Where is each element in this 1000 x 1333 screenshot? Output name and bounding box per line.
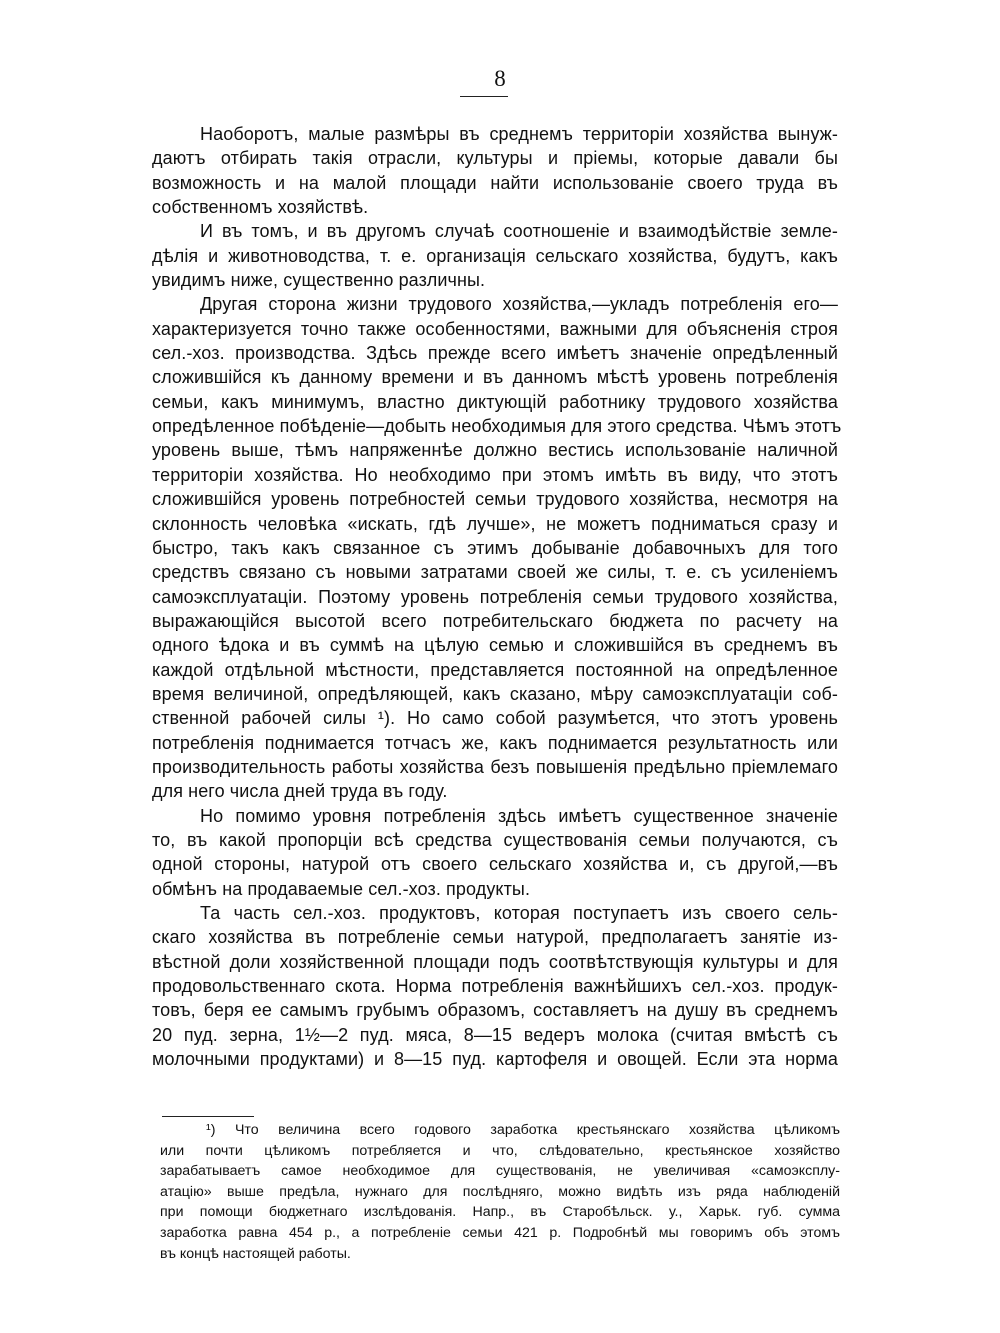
text-line: Другая сторона жизни трудового хозяйства,—укладъ потребленія его— bbox=[200, 294, 838, 315]
text-line: Наоборотъ, малые размѣры въ среднемъ территоріи хозяйства вынуж- bbox=[200, 124, 838, 144]
text-line: опредѣленное побѣденіе—добыть необходимыя для этого средства. Чѣмъ этотъ bbox=[152, 416, 842, 437]
text-line: собственномъ хозяйствѣ. bbox=[152, 197, 369, 218]
body-text bbox=[152, 122, 842, 1071]
footnote-line: ¹) Что величина всего годового заработка крестьянскаго хозяйства цѣликомъ bbox=[206, 1122, 840, 1138]
footnote-line: при помощи бюджетнаго изслѣдованія. Напр., въ Старобѣльск. у., Харьк. губ. сумма bbox=[160, 1204, 840, 1221]
text-line: скаго хозяйства въ потребленіе семьи натурой, предполагаетъ занятіе из- bbox=[152, 927, 838, 948]
text-line: уровень выше, тѣмъ напряженнѣе должно вестись использованіе наличной bbox=[152, 440, 838, 461]
text-line: увидимъ ниже, существенно различны. bbox=[152, 270, 486, 291]
text-line: дѣлія и животноводства, т. е. организація сельскаго хозяйства, будутъ, какъ bbox=[152, 245, 838, 266]
text-line: 20 пуд. зерна, 1½—2 пуд. мяса, 8—15 ведеръ молока (считая вмѣстѣ съ bbox=[152, 1024, 838, 1045]
text-line: самоэксплуатаціи. Поэтому уровень потребленія семьи трудового хозяйства, bbox=[152, 586, 838, 607]
text-line: сложившійся къ данному времени и въ данномъ мѣстѣ уровень потребленія bbox=[152, 367, 838, 388]
paragraph bbox=[152, 122, 838, 219]
footnote-rule bbox=[162, 1116, 254, 1117]
text-line: Та часть сел.-хоз. продуктовъ, которая поступаетъ изъ своего сель- bbox=[200, 903, 838, 923]
text-line: то, въ какой пропорціи всѣ средства существованія семьи получаются, съ bbox=[152, 829, 838, 850]
text-line: время величиной, опредѣляющей, какъ сказано, мѣру самоэксплуатаціи соб- bbox=[152, 683, 838, 704]
text-line: сложившійся уровень потребностей семьи трудового хозяйства, несмотря на bbox=[152, 489, 838, 510]
text-line: территоріи хозяйства. Но необходимо при этомъ имѣть въ виду, что этотъ bbox=[152, 464, 838, 485]
text-line: одной стороны, натурой отъ своего сельскаго хозяйства и, съ другой,—въ bbox=[152, 854, 838, 875]
paragraph bbox=[152, 804, 838, 901]
text-line: потребленія поднимается тотчасъ же, какъ поднимается результатность или bbox=[152, 732, 838, 753]
text-line: обмѣнъ на продаваемые сел.-хоз. продукты. bbox=[152, 878, 531, 899]
text-line: возможность и на малой площади найти использованіе своего труда въ bbox=[152, 172, 838, 193]
text-line: каждой отдѣльной мѣстности, представляется постоянной на опредѣленное bbox=[152, 659, 838, 680]
page-number-rule bbox=[460, 96, 508, 97]
text-line: Но помимо уровня потребленія здѣсь имѣетъ существенное значеніе bbox=[200, 805, 838, 826]
footnote bbox=[160, 1120, 840, 1264]
paragraph bbox=[152, 901, 838, 1071]
text-line: быстро, такъ какъ связанное съ этимъ добываніе добавочныхъ для того bbox=[152, 537, 838, 558]
text-line: характеризуется точно также особенностями, важными для объясненія строя bbox=[152, 318, 838, 339]
page-number: 8 bbox=[494, 66, 506, 91]
text-line: производительность работы хозяйства безъ повышенія предѣльно пріемлемаго bbox=[152, 756, 838, 777]
text-line: для него числа дней труда въ году. bbox=[152, 781, 448, 802]
paragraph bbox=[152, 292, 842, 803]
text-line: сел.-хоз. производства. Здѣсь прежде всего имѣетъ значеніе опредѣленный bbox=[152, 343, 838, 364]
text-line: И въ томъ, и въ другомъ случаѣ соотношеніе и взаимодѣйствіе земле- bbox=[200, 221, 838, 242]
paragraph bbox=[152, 219, 838, 292]
text-line: продовольственнаго скота. Норма потребленія важнѣйшихъ сел.-хоз. продук- bbox=[152, 976, 838, 997]
text-line: семьи, какъ минимумъ, властно диктующій работнику трудового хозяйства bbox=[152, 391, 838, 412]
text-line: молочными продуктами) и 8—15 пуд. картофеля и овощей. Если эта норма bbox=[152, 1049, 838, 1070]
footnote-line: или почти цѣликомъ потребляется и что, слѣдовательно, крестьянское хозяйство bbox=[160, 1142, 840, 1159]
text-line: склонность человѣка «искать, гдѣ лучше», не можетъ подниматься сразу и bbox=[152, 513, 838, 534]
text-line: товъ, беря ее самымъ грубымъ образомъ, составляетъ на душу въ среднемъ bbox=[152, 1000, 838, 1021]
text-line: одного ѣдока и въ суммѣ на цѣлую семью и сложившійся въ среднемъ въ bbox=[152, 635, 838, 656]
footnote-line: зарабатываетъ самое необходимое для существованія, не увеличивая «самоэксплу- bbox=[160, 1163, 840, 1180]
text-line: ственной рабочей силы ¹). Но само собой разумѣется, что этотъ уровень bbox=[152, 708, 838, 729]
footnote-line: въ концѣ настоящей работы. bbox=[160, 1245, 351, 1262]
footnote-line: заработка равна 454 р., а потребленіе семьи 421 р. Подробнѣй мы говоримъ объ этомъ bbox=[160, 1224, 840, 1241]
text-line: выражающійся высотой всего потребительскаго бюджета по расчету на bbox=[152, 610, 838, 631]
text-line: вѣстной доли хозяйственной площади подъ соотвѣтствующія культуры и для bbox=[152, 951, 838, 972]
footnote-line: атацію» выше предѣла, нужнаго для послѣдняго, можно видѣть изъ ряда наблюденій bbox=[160, 1183, 840, 1200]
text-line: даютъ отбирать такія отрасли, культуры и пріемы, которые давали бы bbox=[152, 148, 838, 169]
text-line: средствъ связано съ новыми затратами своей же силы, т. е. съ усиленіемъ bbox=[152, 562, 838, 583]
